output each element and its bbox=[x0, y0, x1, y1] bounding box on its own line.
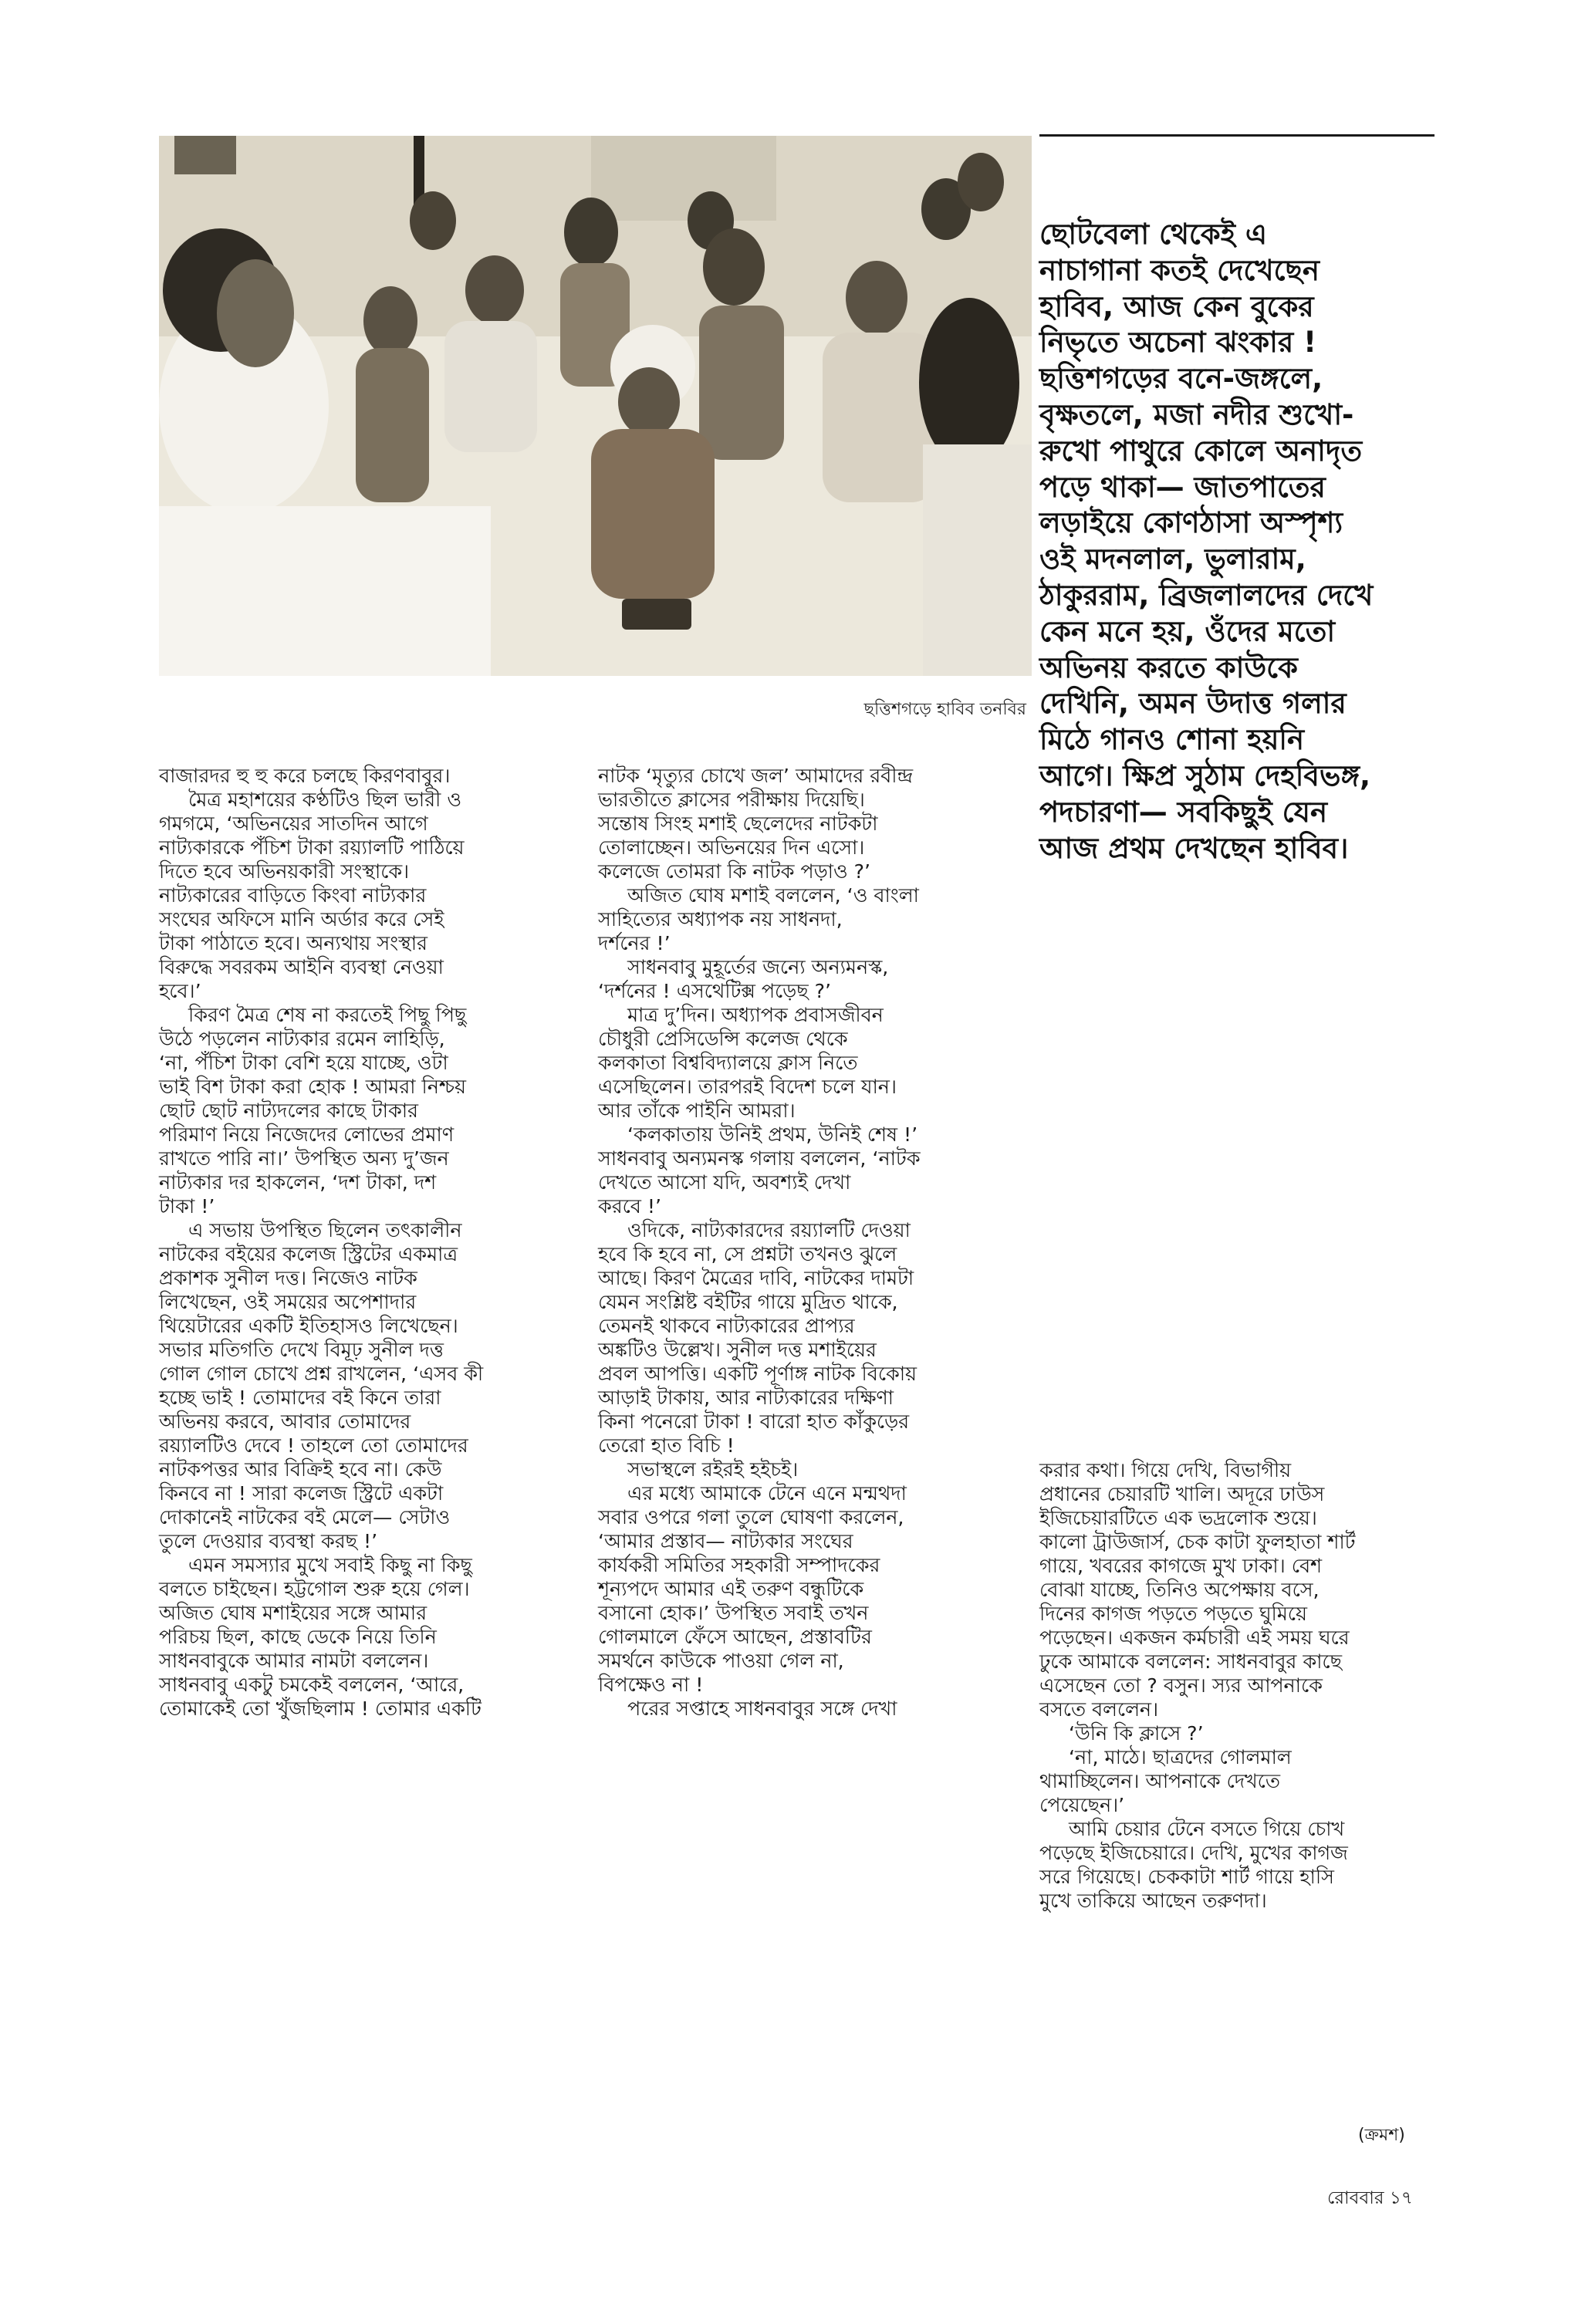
text-line: বিপক্ষেও না ! bbox=[598, 1674, 704, 1696]
text-line: এর মধ্যে আমাকে টেনে এনে মন্মথদা bbox=[627, 1482, 907, 1505]
text-line: সাধনবাবু একটু চমকেই বললেন, ‘আরে, bbox=[159, 1674, 465, 1696]
text-line: আড়াই টাকায়, আর নাট্যকারের দক্ষিণা bbox=[598, 1387, 894, 1409]
text-line: রাখতে পারি না।’ উপস্থিত অন্য দু’জন bbox=[159, 1147, 449, 1170]
text-line: করার কথা। গিয়ে দেখি, বিভাগীয় bbox=[1039, 1459, 1292, 1481]
text-line: ‘আমার প্রস্তাব— নাট্যকার সংঘের bbox=[598, 1530, 853, 1552]
text-line: নাট্যকারকে পঁচিশ টাকা রয়্যালটি পাঠিয়ে bbox=[159, 836, 465, 859]
text-line: চৌধুরী প্রেসিডেন্সি কলেজ থেকে bbox=[598, 1028, 848, 1050]
text-line: টাকা !’ bbox=[159, 1195, 215, 1218]
text-line: ‘কলকাতায় উনিই প্রথম, উনিই শেষ !’ bbox=[627, 1123, 918, 1146]
text-line: হবে কি হবে না, সে প্রশ্নটা তখনও ঝুলে bbox=[598, 1243, 897, 1265]
pull-quote-line: লড়াইয়ে কোণঠাসা অস্পৃশ্য bbox=[1039, 506, 1343, 540]
text-line: সমর্থনে কাউকে পাওয়া গেল না, bbox=[598, 1650, 844, 1672]
text-line: আর তাঁকে পাইনি আমরা। bbox=[598, 1100, 796, 1122]
text-line: নাট্যকারের বাড়িতে কিংবা নাট্যকার bbox=[159, 884, 427, 907]
text-line: থিয়েটারের একটি ইতিহাসও লিখেছেন। bbox=[159, 1315, 458, 1337]
text-line: তেমনই থাকবে নাট্যকারের প্রাপ্যর bbox=[598, 1315, 855, 1337]
text-line: এ সভায় উপস্থিত ছিলেন তৎকালীন bbox=[188, 1219, 462, 1241]
text-line: এমন সমস্যার মুখে সবাই কিছু না কিছু bbox=[188, 1554, 472, 1576]
pull-quote-line: দেখিনি, অমন উদাত্ত গলার bbox=[1039, 687, 1347, 721]
text-line: ‘উনি কি ক্লাসে ?’ bbox=[1069, 1722, 1204, 1745]
text-line: শূন্যপদে আমার এই তরুণ বন্ধুটিকে bbox=[598, 1578, 864, 1600]
text-line: সন্তোষ সিংহ মশাই ছেলেদের নাটকটা bbox=[598, 812, 878, 835]
text-line: প্রবল আপত্তি। একটি পূর্ণাঙ্গ নাটক বিকোয় bbox=[598, 1363, 917, 1385]
page-footer bbox=[1327, 2184, 1413, 2214]
text-line: হবে।’ bbox=[159, 980, 201, 1002]
pull-quote-line: কেন মনে হয়, ওঁদের মতো bbox=[1039, 614, 1336, 648]
text-line: যেমন সংশ্লিষ্ট বইটির গায়ে মুদ্রিত থাকে, bbox=[598, 1291, 898, 1313]
pull-quote-line: আগে। ক্ষিপ্র সুঠাম দেহবিভঙ্গ, bbox=[1039, 758, 1371, 792]
text-line: কিনা পনেরো টাকা ! বারো হাত কাঁকুড়ের bbox=[598, 1410, 910, 1433]
text-line: তেরো হাত বিচি ! bbox=[598, 1434, 735, 1457]
article-column-1 bbox=[159, 764, 576, 1721]
text-line: পেয়েছেন।’ bbox=[1039, 1794, 1125, 1816]
text-line: হচ্ছে ভাই ! তোমাদের বই কিনে তারা bbox=[159, 1387, 441, 1409]
text-line: ঢুকে আমাকে বললেন: সাধনবাবুর কাছে bbox=[1039, 1650, 1342, 1673]
text-line: অজিত ঘোষ মশাইয়ের সঙ্গে আমার bbox=[159, 1602, 427, 1624]
text-line: এসেছেন তো ? বসুন। স্যর আপনাকে bbox=[1039, 1674, 1323, 1697]
text-line: দোকানেই নাটকের বই মেলে— সেটাও bbox=[159, 1506, 451, 1529]
text-line: সবার ওপরে গলা তুলে ঘোষণা করলেন, bbox=[598, 1506, 904, 1529]
text-line: পরের সপ্তাহে সাধনবাবুর সঙ্গে দেখা bbox=[627, 1697, 897, 1720]
pull-quote-line: রুখো পাথুরে কোলে অনাদৃত bbox=[1039, 434, 1363, 468]
text-line: অভিনয় করবে, আবার তোমাদের bbox=[159, 1410, 411, 1433]
text-line: পড়েছে ইজিচেয়ারে। দেখি, মুখের কাগজ bbox=[1039, 1842, 1348, 1864]
text-line: সাহিত্যের অধ্যাপক নয় সাধনদা, bbox=[598, 908, 843, 931]
continued-label: (ক্রমশ) bbox=[1358, 2126, 1405, 2145]
text-line: বলতে চাইছেন। হট্টগোল শুরু হয়ে গেল। bbox=[159, 1578, 470, 1600]
text-line: কালো ট্রাউজার্স, চেক কাটা ফুলহাতা শার্ট bbox=[1039, 1531, 1356, 1553]
text-line: পড়েছেন। একজন কর্মচারী এই সময় ঘরে bbox=[1039, 1626, 1350, 1649]
text-line: পরিচয় ছিল, কাছে ডেকে নিয়ে তিনি bbox=[159, 1626, 437, 1648]
pull-quote-line: অভিনয় করতে কাউকে bbox=[1039, 650, 1298, 684]
text-line: প্রধানের চেয়ারটি খালি। অদূরে ঢাউস bbox=[1039, 1483, 1325, 1505]
article-column-3 bbox=[1039, 1458, 1456, 1913]
text-line: পরিমাণ নিয়ে নিজেদের লোভের প্রমাণ bbox=[159, 1123, 455, 1146]
photo-illustration bbox=[159, 136, 1032, 676]
text-line: দিনের কাগজ পড়তে পড়তে ঘুমিয়ে bbox=[1039, 1603, 1307, 1625]
text-line: ইজিচেয়ারটিতে এক ভদ্রলোক শুয়ে। bbox=[1039, 1507, 1317, 1529]
pull-quote-line: ঠাকুররাম, ব্রিজলালদের দেখে bbox=[1039, 578, 1374, 612]
pull-quote-line: আজ প্রথম দেখছেন হাবিব। bbox=[1039, 831, 1349, 865]
text-line: অজিত ঘোষ মশাই বললেন, ‘ও বাংলা bbox=[627, 884, 919, 907]
text-line: ভারতীতে ক্লাসের পরীক্ষায় দিয়েছি। bbox=[598, 789, 865, 811]
text-line: তোমাকেই তো খুঁজছিলাম ! তোমার একটি bbox=[159, 1697, 482, 1720]
article-column-2 bbox=[598, 764, 1015, 1721]
text-line: আছে। কিরণ মৈত্রের দাবি, নাটকের দামটা bbox=[598, 1267, 914, 1289]
text-line: রয়্যালটিও দেবে ! তাহলে তো তোমাদের bbox=[159, 1434, 468, 1457]
text-line: নাটকের বইয়ের কলেজ স্ট্রিটের একমাত্র bbox=[159, 1243, 458, 1265]
text-line: সংঘের অফিসে মানি অর্ডার করে সেই bbox=[159, 908, 444, 931]
pull-quote-line: পদচারণা— সবকিছুই যেন bbox=[1039, 795, 1328, 829]
pull-quote-line: পড়ে থাকা— জাতপাতের bbox=[1039, 470, 1326, 504]
text-line: বোঝা যাচ্ছে, তিনিও অপেক্ষায় বসে, bbox=[1039, 1579, 1320, 1601]
text-line: সভার মতিগতি দেখে বিমূঢ় সুনীল দত্ত bbox=[159, 1339, 444, 1361]
text-line: মুখে তাকিয়ে আছেন তরুণদা। bbox=[1039, 1890, 1267, 1912]
pull-quote-line: ওই মদনলাল, ভুলারাম, bbox=[1039, 542, 1306, 576]
pull-quote bbox=[1039, 217, 1472, 866]
text-line: আমি চেয়ার টেনে বসতে গিয়ে চোখ bbox=[1069, 1818, 1345, 1840]
pull-quote-line: হাবিব, আজ কেন বুকের bbox=[1039, 289, 1314, 323]
text-line: উঠে পড়লেন নাট্যকার রমেন লাহিড়ি, bbox=[159, 1028, 445, 1050]
text-line: কার্যকরী সমিতির সহকারী সম্পাদকের bbox=[598, 1554, 880, 1576]
text-line: গোল গোল চোখে প্রশ্ন রাখলেন, ‘এসব কী bbox=[159, 1363, 484, 1385]
text-line: এসেছিলেন। তারপরই বিদেশ চলে যান। bbox=[598, 1076, 897, 1098]
pull-quote-line: নাচাগানা কতই দেখেছেন bbox=[1039, 253, 1320, 287]
text-line: দেখতে আসো যদি, অবশ্যই দেখা bbox=[598, 1171, 851, 1194]
text-line: লিখেছেন, ওই সময়ের অপেশাদার bbox=[159, 1291, 417, 1313]
text-line: ওদিকে, নাট্যকারদের রয়্যালটি দেওয়া bbox=[627, 1219, 911, 1241]
text-line: সাধনবাবুকে আমার নামটা বললেন। bbox=[159, 1650, 429, 1672]
text-line: কিরণ মৈত্র শেষ না করতেই পিছু পিছু bbox=[188, 1004, 467, 1026]
text-line: ‘না, পঁচিশ টাকা বেশি হয়ে যাচ্ছে, ওটা bbox=[159, 1052, 448, 1074]
text-line: নাট্যকার দর হাকলেন, ‘দশ টাকা, দশ bbox=[159, 1171, 437, 1194]
text-line: কিনবে না ! সারা কলেজ স্ট্রিটে একটা bbox=[159, 1482, 444, 1505]
text-line: অঙ্কটিও উল্লেখ। সুনীল দত্ত মশাইয়ের bbox=[598, 1339, 877, 1361]
text-line: তুলে দেওয়ার ব্যবস্থা করছ !’ bbox=[159, 1530, 378, 1552]
pull-quote-rule bbox=[1039, 134, 1434, 137]
text-line: মৈত্র মহাশয়ের কণ্ঠটিও ছিল ভারী ও bbox=[188, 789, 461, 811]
text-line: করবে !’ bbox=[598, 1195, 662, 1218]
text-line: টাকা পাঠাতে হবে। অন্যথায় সংস্থার bbox=[159, 932, 427, 954]
text-line: তোলাচ্ছেন। অভিনয়ের দিন এসো। bbox=[598, 836, 865, 859]
text-line: নাটক ‘মৃত্যুর চোখে জল’ আমাদের রবীন্দ্র bbox=[598, 765, 913, 787]
pull-quote-line: বৃক্ষতলে, মজা নদীর শুখো- bbox=[1039, 397, 1354, 431]
article-photo bbox=[159, 136, 1032, 676]
text-line: সভাস্থলে রইরই হইচই। bbox=[627, 1458, 799, 1481]
text-line: সাধনবাবু মুহূর্তের জন্যে অন্যমনস্ক, bbox=[627, 956, 889, 978]
pull-quote-line: নিভৃতে অচেনা ঝংকার ! bbox=[1039, 326, 1316, 360]
pull-quote-line: ছোটবেলা থেকেই এ bbox=[1039, 218, 1267, 251]
text-line: বাজারদর হু হু করে চলছে কিরণবাবুর। bbox=[159, 765, 451, 787]
text-line: গমগমে, ‘অভিনয়ের সাতদিন আগে bbox=[159, 812, 428, 835]
text-line: মাত্র দু’দিন। অধ্যাপক প্রবাসজীবন bbox=[627, 1004, 884, 1026]
text-line: ভাই বিশ টাকা করা হোক ! আমরা নিশ্চয় bbox=[159, 1076, 466, 1098]
text-line: ছোট ছোট নাট্যদলের কাছে টাকার bbox=[159, 1100, 418, 1122]
pull-quote-line: মিঠে গানও শোনা হয়নি bbox=[1039, 723, 1305, 757]
section-name: রোববার bbox=[1327, 2188, 1384, 2208]
photo-caption: ছত্তিশগড়ে হাবিব তনবির bbox=[863, 700, 1026, 719]
pull-quote-line: ছত্তিশগড়ের বনে-জঙ্গলে, bbox=[1039, 362, 1323, 396]
text-line: বসানো হোক।’ উপস্থিত সবাই তখন bbox=[598, 1602, 869, 1624]
text-line: কলেজে তোমরা কি নাটক পড়াও ?’ bbox=[598, 860, 871, 883]
text-line: ‘না, মাঠে। ছাত্রদের গোলমাল bbox=[1069, 1746, 1292, 1768]
text-line: দিতে হবে অভিনয়কারী সংস্থাকে। bbox=[159, 860, 410, 883]
text-line: থামাচ্ছিলেন। আপনাকে দেখতে bbox=[1039, 1770, 1280, 1792]
text-line: গায়ে, খবরের কাগজে মুখ ঢাকা। বেশ bbox=[1039, 1555, 1323, 1577]
text-line: কলকাতা বিশ্ববিদ্যালয়ে ক্লাস নিতে bbox=[598, 1052, 858, 1074]
text-line: ‘দর্শনের ! এসথেটিক্স পড়েছ ?’ bbox=[598, 980, 832, 1002]
text-line: গোলমালে ফেঁসে আছেন, প্রস্তাবটির bbox=[598, 1626, 872, 1648]
text-line: নাটকপত্তর আর বিক্রিই হবে না। কেউ bbox=[159, 1458, 442, 1481]
text-line: দর্শনের !’ bbox=[598, 932, 671, 954]
text-line: সাধনবাবু অন্যমনস্ক গলায় বললেন, ‘নাটক bbox=[598, 1147, 921, 1170]
text-line: সরে গিয়েছে। চেককাটা শার্ট গায়ে হাসি bbox=[1039, 1866, 1334, 1888]
page-number: ১৭ bbox=[1389, 2188, 1413, 2208]
text-line: বিরুদ্ধে সবরকম আইনি ব্যবস্থা নেওয়া bbox=[159, 956, 444, 978]
text-line: বসতে বললেন। bbox=[1039, 1698, 1159, 1721]
text-line: প্রকাশক সুনীল দত্ত। নিজেও নাটক bbox=[159, 1267, 417, 1289]
